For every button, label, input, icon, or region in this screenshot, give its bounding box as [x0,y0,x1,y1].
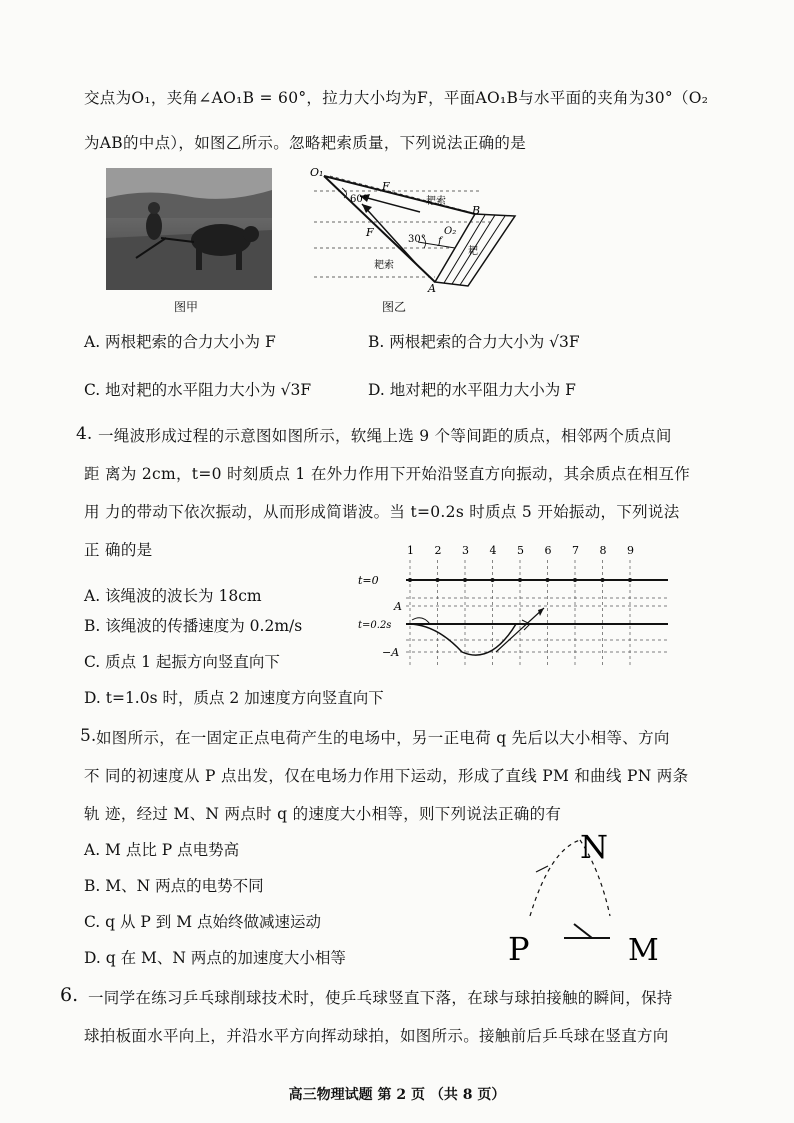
label-angle-60: 60° [350,194,368,205]
q3-text-line2: 为AB的中点），如图乙所示。忽略耙索质量，下列说法正确的是 [84,134,527,152]
q4-text-line2: 距 离为 2cm，t=0 时刻质点 1 在外力作用下开始沿竖直方向振动，其余质点在相互作 [84,465,691,483]
q4-text-line3: 用 力的带动下依次振动，从而形成简谐波。当 t=0.2s 时质点 5 开始振动，下列说法 [84,503,680,521]
label-f-small: f [438,236,442,247]
label-m: M [628,933,659,968]
q5-option-b[interactable]: B. M、N 两点的电势不同 [84,877,264,895]
q3-option-b[interactable]: B. 两根耙索的合力大小为 √3F [368,333,580,351]
label-f-top: F [382,180,390,193]
q5-option-a[interactable]: A. M 点比 P 点电势高 [84,841,240,859]
q3-option-a[interactable]: A. 两根耙索的合力大小为 F [84,333,276,351]
page-footer: 高三物理试题 第 2 页 （共 8 页） [288,1087,506,1103]
trajectory-diagram [500,820,680,970]
particle-dot-t0 [546,578,550,582]
point-label: 5 [517,544,524,557]
q4-option-a[interactable]: A. 该绳波的波长为 18cm [84,587,262,605]
q6-text-line1: 一同学在练习乒乓球削球技术时，使乒乓球竖直下落，在球与球拍接触的瞬间，保持 [88,989,673,1007]
q3-option-c[interactable]: C. 地对耙的水平阻力大小为 √3F [84,381,312,399]
particle-dot-t0 [491,578,495,582]
q3-option-d[interactable]: D. 地对耙的水平阻力大小为 F [368,381,576,399]
label-rope-bottom: 耙索 [374,260,394,271]
label-p: P [508,930,530,968]
rope-wave-diagram [356,540,672,670]
point-label: 6 [544,544,552,557]
particle-dot-t0 [436,578,440,582]
q5-number: 5. [80,726,97,746]
point-label: 8 [599,544,607,557]
label-rope-top: 耙索 [426,196,446,207]
label-t0: t=0 [358,574,379,587]
q6-text-line2: 球拍板面水平向上，并沿水平方向挥动球拍，如图所示。接触前后乒乓球在竖直方向 [84,1027,669,1045]
point-label: 7 [572,544,579,557]
q4-text-line1: 一绳波形成过程的示意图如图所示，软绳上选 9 个等间距的质点，相邻两个质点间 [98,427,672,445]
particle-dot-t0 [628,578,632,582]
farmer-ox-photo [106,168,272,290]
label-angle-30: 30° [408,234,426,245]
label-t02: t=0.2s [358,620,392,631]
label-n: N [580,828,608,866]
particle-dot-t0 [518,578,522,582]
label-b: B [472,204,481,217]
q4-option-b[interactable]: B. 该绳波的传播速度为 0.2m/s [84,617,303,635]
label-o2: O₂ [444,226,457,237]
q5-text-line3: 轨 迹，经过 M、N 两点时 q 的速度大小相等，则下列说法正确的有 [84,805,562,823]
q4-number: 4. [76,424,93,444]
label-o1: O₁ [310,166,324,179]
point-label: 9 [627,544,634,557]
label-amp-pos: A [394,600,402,613]
q4-option-d[interactable]: D. t=1.0s 时，质点 2 加速度方向竖直向下 [84,689,384,707]
label-harrow: 耙 [468,246,478,257]
figure-yi-caption: 图乙 [382,300,407,314]
particle-dot-t0 [573,578,577,582]
point-label: 3 [462,544,469,557]
label-a: A [428,282,436,294]
point-label: 4 [489,544,497,557]
q5-text-line2: 不 同的初速度从 P 点出发，仅在电场力作用下运动，形成了直线 PM 和曲线 PN 两条 [84,767,689,785]
point-label: 1 [407,544,414,557]
harrow-force-diagram [300,164,530,294]
q5-text-line1: 如图所示，在一固定正点电荷产生的电场中，另一正电荷 q 先后以大小相等、方向 [96,729,670,747]
particle-dot-t0 [463,578,467,582]
q3-text-line1: 交点为O₁，夹角∠AO₁B = 60°，拉力大小均为F，平面AO₁B与水平面的夹角为30°（O₂ [84,89,709,107]
q5-option-d[interactable]: D. q 在 M、N 两点的加速度大小相等 [84,949,346,967]
particle-dot-t0 [408,578,412,582]
particle-dot-t0 [601,578,605,582]
point-label: 2 [434,544,442,557]
q6-number: 6. [60,984,79,1006]
label-amp-neg: −A [382,646,400,659]
q4-option-c[interactable]: C. 质点 1 起振方向竖直向下 [84,653,280,671]
label-f-left: F [366,226,374,239]
q4-text-line4: 正 确的是 [84,541,153,559]
figure-jia-caption: 图甲 [174,300,199,314]
q5-option-c[interactable]: C. q 从 P 到 M 点始终做减速运动 [84,913,322,931]
